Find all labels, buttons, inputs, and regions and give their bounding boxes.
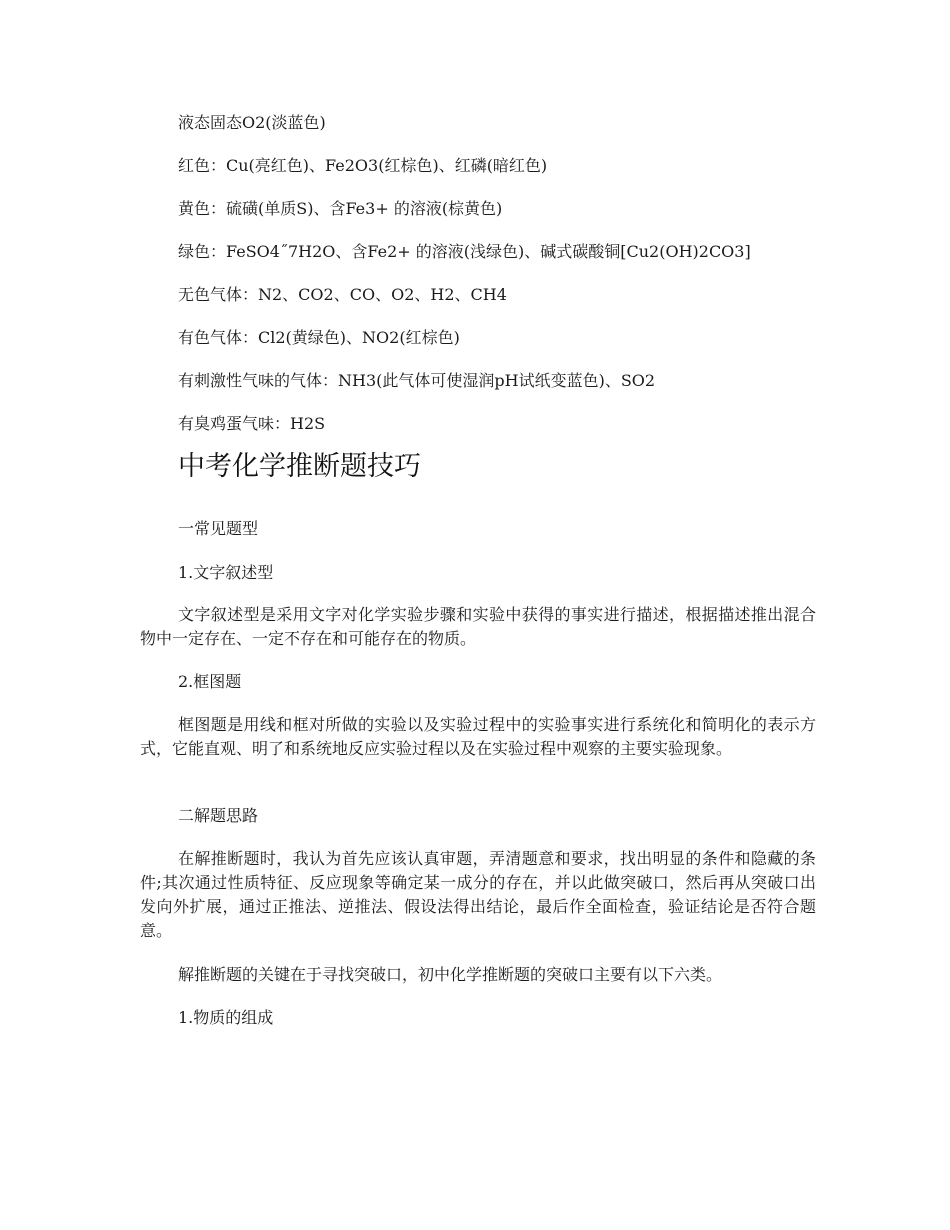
- breakthrough1-title: 1.物质的组成: [178, 1008, 274, 1027]
- item1-title: 1.文字叙述型: [178, 563, 274, 582]
- color-line-irritating-gas: 有刺激性气味的气体：NH3(此气体可使湿润pH试纸变蓝色)、SO2: [178, 371, 656, 390]
- color-line-liquid-o2: 液态固态O2(淡蓝色): [178, 113, 326, 132]
- part1-title: 一常见题型: [178, 519, 259, 538]
- part2-title: 二解题思路: [178, 806, 259, 825]
- item1-paragraph: 文字叙述型是采用文字对化学实验步骤和实验中获得的事实进行描述，根据描述推出混合物中一定存在、一定不存在和可能存在的物质。: [140, 605, 816, 648]
- color-line-yellow: 黄色：硫磺(单质S)、含Fe3+ 的溶液(棕黄色): [178, 199, 503, 218]
- item2-title: 2.框图题: [178, 672, 242, 691]
- color-line-rotten-egg-gas: 有臭鸡蛋气味：H2S: [178, 414, 326, 433]
- color-line-colorless-gas: 无色气体：N2、CO2、CO、O2、H2、CH4: [178, 285, 507, 304]
- color-line-colored-gas: 有色气体：Cl2(黄绿色)、NO2(红棕色): [178, 328, 460, 347]
- key-paragraph: 解推断题的关键在于寻找突破口，初中化学推断题的突破口主要有以下六类。: [178, 965, 723, 984]
- color-line-red: 红色：Cu(亮红色)、Fe2O3(红棕色)、红磷(暗红色): [178, 156, 548, 175]
- section-heading: 中考化学推断题技巧: [178, 451, 421, 482]
- color-line-green: 绿色：FeSO4˝7H2O、含Fe2+ 的溶液(浅绿色)、碱式碳酸铜[Cu2(OH)2CO3]: [178, 242, 751, 261]
- part2-paragraph: 在解推断题时，我认为首先应该认真审题，弄清题意和要求，找出明显的条件和隐藏的条件;其次通过性质特征、反应现象等确定某一成分的存在，并以此做突破口，然后再从突破口出发向外扩展，通过正推法、逆推法、假设法得出结论，最后作全面检查，验证结论是否符合题意。: [140, 849, 816, 940]
- item2-paragraph: 框图题是用线和框对所做的实验以及实验过程中的实验事实进行系统化和简明化的表示方式，它能直观、明了和系统地反应实验过程以及在实验过程中观察的主要实验现象。: [140, 715, 816, 758]
